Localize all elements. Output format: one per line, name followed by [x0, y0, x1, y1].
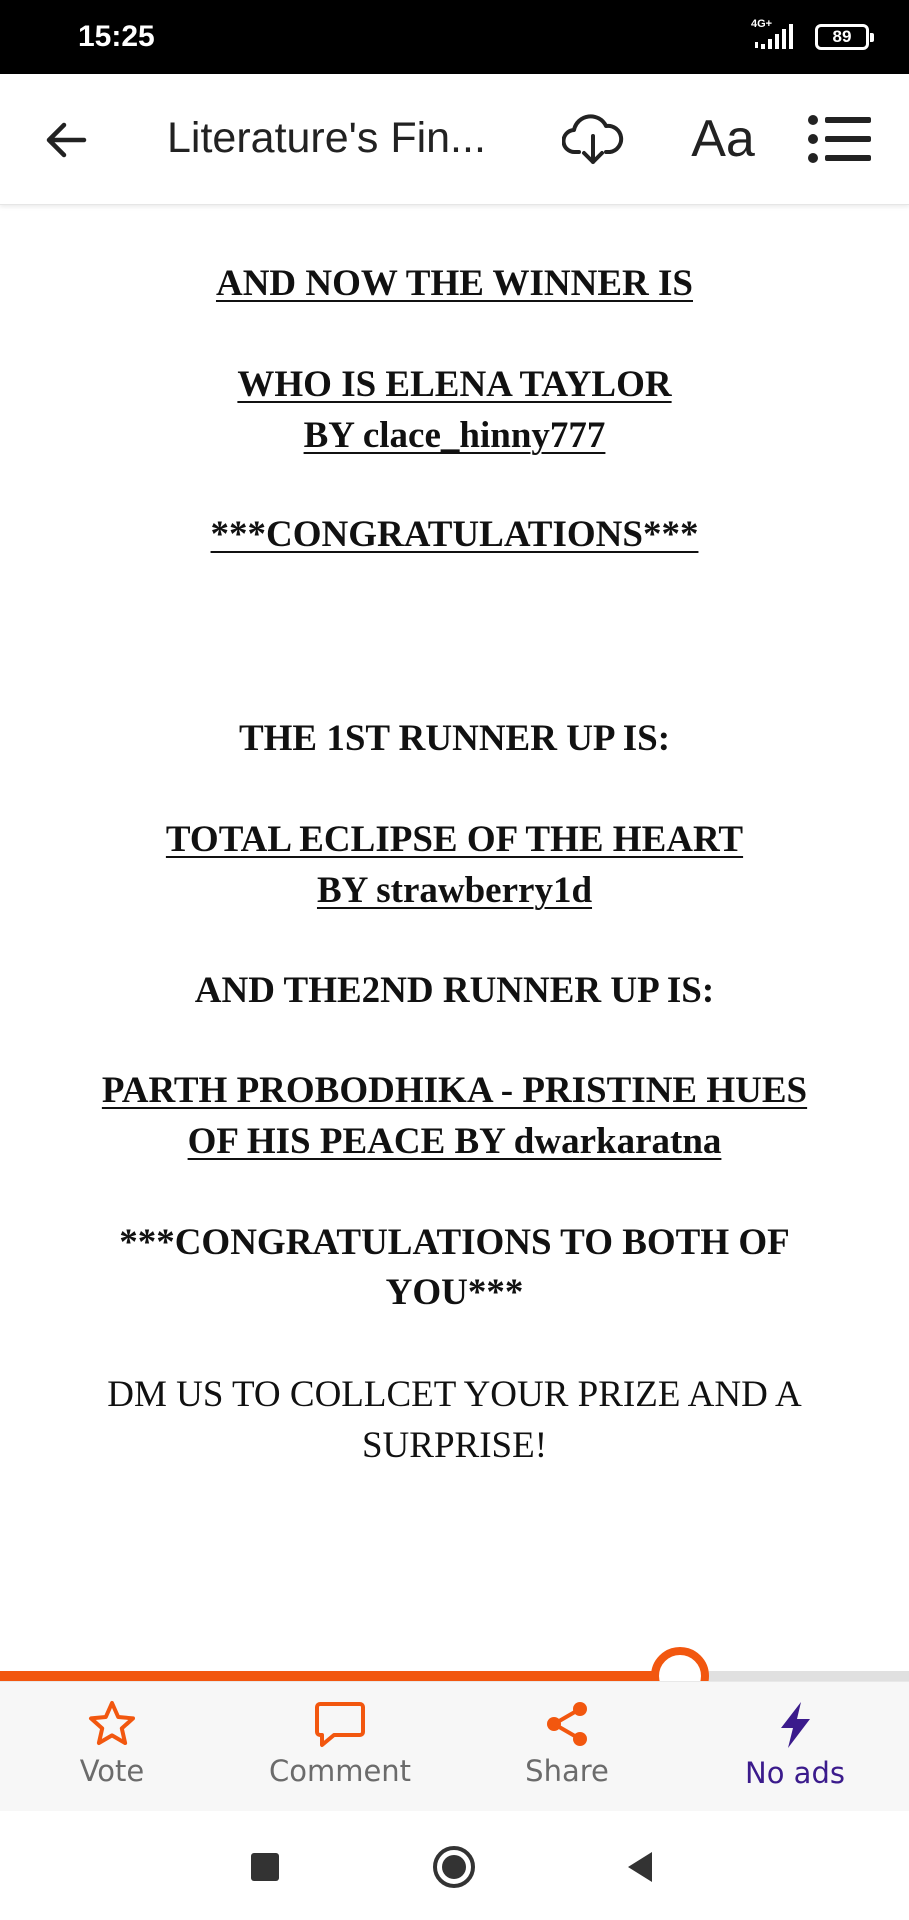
reading-progress-fill [0, 1671, 680, 1681]
status-icons [753, 20, 869, 54]
back-nav-button[interactable] [612, 1839, 668, 1895]
runner2-title-line2: OF HIS PEACE BY dwarkaratna [187, 1121, 722, 1162]
congrats-both-line2: YOU*** [385, 1272, 524, 1313]
signal-icon [751, 18, 803, 52]
no-ads-label: No ads [745, 1756, 845, 1790]
arrow-left-icon [44, 120, 88, 160]
winner-title: WHO IS ELENA TAYLOR [237, 364, 672, 405]
winner-congratulations: ***CONGRATULATIONS*** [210, 514, 699, 555]
share-icon [542, 1700, 592, 1748]
status-time: 15:25 [78, 20, 155, 53]
recent-apps-button[interactable] [237, 1839, 293, 1895]
story-content [0, 205, 909, 1670]
table-of-contents-button[interactable] [805, 104, 875, 174]
runner2-intro: AND THE2ND RUNNER UP IS: [194, 970, 715, 1011]
home-button[interactable] [426, 1839, 482, 1895]
battery-level: 89 [832, 27, 852, 46]
battery-icon [815, 24, 869, 50]
system-navigation-bar [0, 1811, 909, 1920]
story-action-bar [0, 1681, 909, 1812]
runner2-title-line1: PARTH PROBODHIKA - PRISTINE HUES [101, 1070, 808, 1111]
circle-icon [431, 1844, 477, 1890]
network-type: 4G+ [751, 18, 773, 30]
reading-progress-bar[interactable] [0, 1671, 909, 1681]
share-label: Share [525, 1754, 609, 1788]
square-icon [250, 1852, 280, 1882]
star-icon [87, 1700, 137, 1748]
triangle-back-icon [624, 1850, 656, 1884]
lightning-bolt-icon [775, 1700, 815, 1750]
dm-line1: DM US TO COLLCET YOUR PRIZE AND A [107, 1374, 802, 1415]
runner1-intro: THE 1ST RUNNER UP IS: [238, 718, 671, 759]
story-title: Literature's Fin... [167, 114, 486, 162]
comment-label: Comment [268, 1754, 412, 1788]
comment-icon [314, 1700, 366, 1748]
winner-author: BY clace_hinny777 [303, 415, 606, 456]
runner1-author: BY strawberry1d [316, 870, 593, 911]
font-settings-button[interactable]: Aa [691, 110, 755, 168]
runner1-title: TOTAL ECLIPSE OF THE HEART [165, 819, 744, 860]
vote-label: Vote [79, 1754, 145, 1788]
cloud-download-icon [562, 112, 624, 166]
back-button[interactable] [38, 112, 94, 168]
congrats-both-line1: ***CONGRATULATIONS TO BOTH OF [119, 1222, 790, 1263]
share-button[interactable] [467, 1700, 667, 1800]
winner-intro: AND NOW THE WINNER IS [215, 263, 693, 304]
app-bar [0, 74, 909, 205]
dm-line2: SURPRISE! [361, 1425, 548, 1466]
download-button[interactable] [558, 104, 628, 174]
status-bar [0, 0, 909, 74]
comment-button[interactable] [240, 1700, 440, 1800]
no-ads-button[interactable] [695, 1700, 895, 1800]
vote-button[interactable] [12, 1700, 212, 1800]
list-icon [807, 114, 873, 164]
